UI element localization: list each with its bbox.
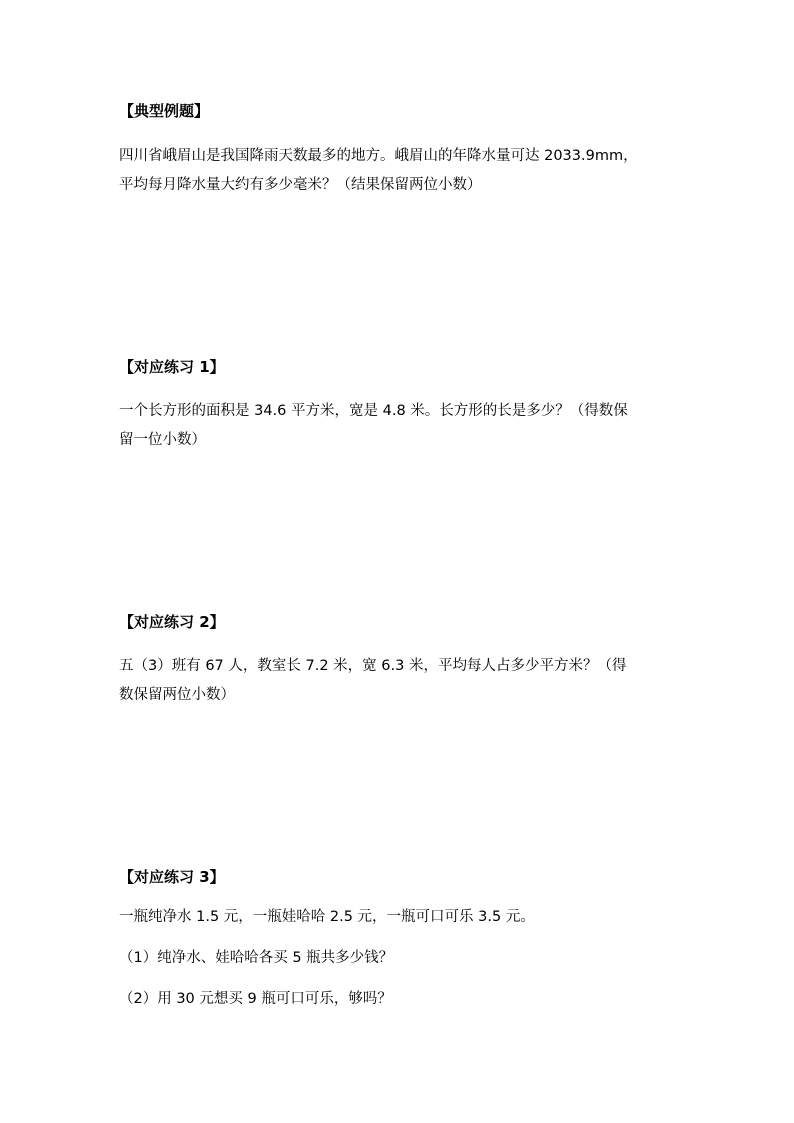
section-heading-example: 【典型例题】 bbox=[119, 102, 210, 120]
section-body-practice-1 bbox=[119, 397, 679, 455]
problem-text-line: 一瓶纯净水 1.5 元，一瓶娃哈哈 2.5 元，一瓶可口可乐 3.5 元。 bbox=[119, 909, 535, 925]
section-body-practice-3 bbox=[119, 903, 679, 1014]
section-body-example bbox=[119, 142, 679, 200]
sub-question-1: （1）纯净水、娃哈哈各买 5 瓶共多少钱？ bbox=[119, 950, 394, 966]
section-heading-practice-3: 【对应练习 3】 bbox=[119, 868, 225, 886]
section-heading-practice-1: 【对应练习 1】 bbox=[119, 358, 225, 376]
problem-text-line: 数保留两位小数） bbox=[119, 687, 235, 703]
sub-question-2: （2）用 30 元想买 9 瓶可口可乐，够吗？ bbox=[119, 991, 392, 1007]
problem-text-line: 五（3）班有 67 人，教室长 7.2 米，宽 6.3 米，平均每人占多少平方米？（得 bbox=[119, 658, 627, 674]
section-body-practice-2 bbox=[119, 652, 679, 710]
problem-text-line: 四川省峨眉山是我国降雨天数最多的地方。峨眉山的年降水量可达 2033.9mm， bbox=[119, 148, 638, 164]
section-heading-practice-2: 【对应练习 2】 bbox=[119, 613, 225, 631]
problem-text-line: 一个长方形的面积是 34.6 平方米，宽是 4.8 米。长方形的长是多少？（得数保 bbox=[119, 403, 628, 419]
problem-text-line: 留一位小数） bbox=[119, 432, 206, 448]
problem-text-line: 平均每月降水量大约有多少毫米？（结果保留两位小数） bbox=[119, 177, 482, 193]
